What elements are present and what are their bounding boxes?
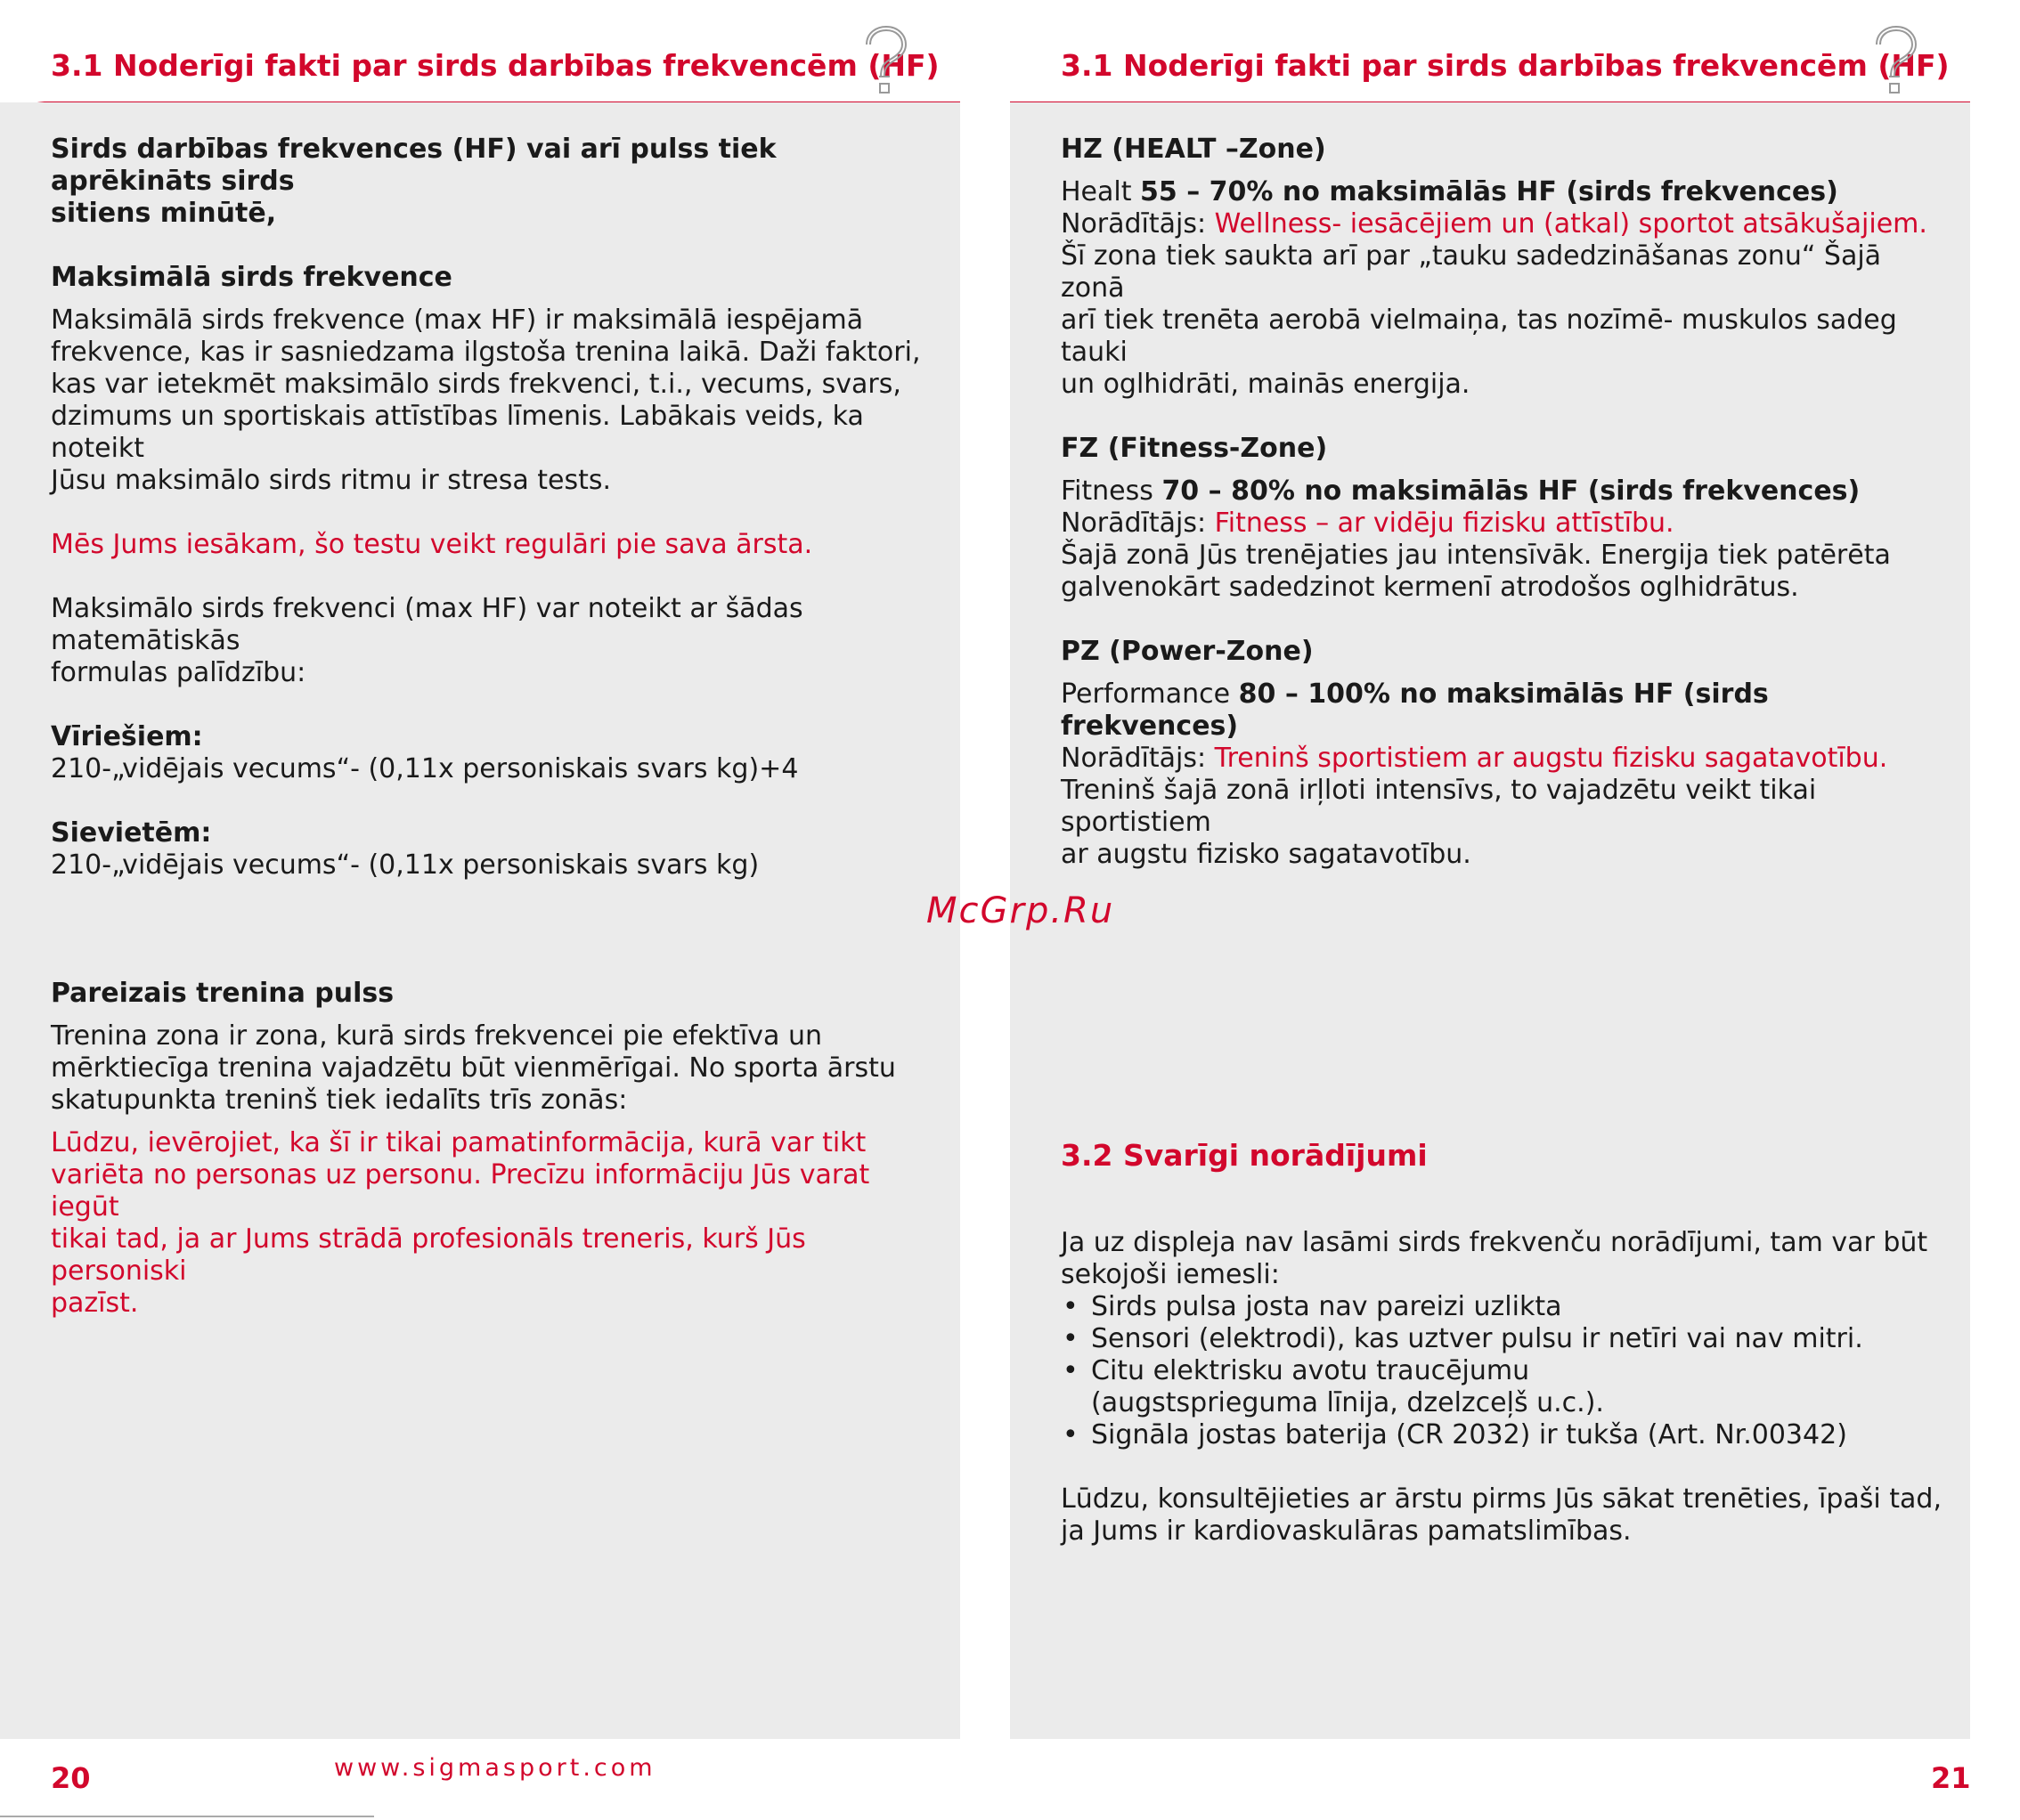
page-number: 20: [51, 1761, 91, 1795]
max-hr-text: Maksimālā sirds frekvence (max HF) ir maksimālā iespējamā: [51, 305, 864, 336]
max-hr-text: frekvence, kas ir sasniedzama ilgstoša trenina laikā. Daži faktori,: [51, 337, 921, 368]
intro-text-cont: sitiens minūtē,: [51, 198, 277, 229]
max-hr-text: dzimums un sportiskais attīstības līmenis. Labākais veids, ka noteikt: [51, 401, 864, 464]
note-text: variēta no personas uz personu. Precīzu informāciju Jūs varat iegūt: [51, 1159, 870, 1223]
formula-intro: formulas palīdzību:: [51, 657, 306, 688]
fz-range: Fitness 70 – 80% no maksimālās HF (sirds frekvences): [1061, 475, 1861, 507]
fz-heading: FZ (Fitness-Zone): [1061, 433, 1328, 464]
hz-description: Šī zona tiek saukta arī par „tauku sadedzināšanas zonu“ Šajā zonā: [1061, 240, 1882, 304]
hz-heading: HZ (HEALT –Zone): [1061, 134, 1326, 165]
section-3-2-title: 3.2 Svarīgi norādījumi: [1061, 1138, 1428, 1173]
page-title: 3.1 Noderīgi fakti par sirds darbības frekvencēm (HF): [1061, 48, 1950, 83]
max-hr-text: kas var ietekmēt maksimālo sirds frekvenci, t.i., vecums, svars,: [51, 369, 901, 400]
list-item: • Citu elektrisku avotu traucējumu (augstsprieguma līnija, dzelzceļš u.c.).: [1061, 1355, 1943, 1419]
training-pulse-heading: Pareizais trenina pulss: [51, 978, 395, 1009]
right-page: [1010, 0, 2020, 1820]
training-pulse-text: skatupunkta treninš tiek iedalīts trīs zonās:: [51, 1085, 628, 1116]
list-item: • Sirds pulsa josta nav pareizi uzlikta: [1061, 1291, 1943, 1323]
page-title: 3.1 Noderīgi fakti par sirds darbības frekvencēm (HF): [51, 48, 940, 83]
pz-indicator: Norādītājs: Treninš sportistiem ar augstu fizisku sagatavotību.: [1061, 743, 1888, 774]
intro-text: Sirds darbības frekvences (HF) vai arī pulss tiek aprēkināts sirds: [51, 134, 777, 197]
note-text: Lūdzu, ievērojiet, ka šī ir tikai pamatinformācija, kurā var tikt: [51, 1127, 867, 1158]
formula-intro: Maksimālo sirds frekvenci (max HF) var noteikt ar šādas matemātiskās: [51, 593, 803, 656]
page-number: 21: [1931, 1761, 1971, 1795]
hz-description: arī tiek trenēta aerobā vielmaiņa, tas nozīmē- muskulos sadeg tauki: [1061, 305, 1897, 368]
hz-range: Healt 55 – 70% no maksimālās HF (sirds frekvences): [1061, 176, 1838, 207]
note-text: tikai tad, ja ar Jums strādā profesionāls treneris, kurš Jūs personiski: [51, 1223, 806, 1287]
reasons-list: [1061, 1291, 1943, 1451]
list-item: • Signāla jostas baterija (CR 2032) ir tukša (Art. Nr.00342): [1061, 1419, 1943, 1451]
left-content: [51, 134, 933, 1320]
training-pulse-text: Trenina zona ir zona, kurā sirds frekvencei pie efektīva un: [51, 1020, 822, 1052]
max-hr-text: Jūsu maksimālo sirds ritmu ir stresa tests.: [51, 465, 612, 496]
right-content: [1061, 134, 1943, 871]
men-label: Vīriešiem:: [51, 721, 203, 752]
fz-indicator: Norādītājs: Fitness – ar vidēju fizisku attīstību.: [1061, 508, 1674, 539]
s32-intro: sekojoši iemesli:: [1061, 1259, 1280, 1290]
recommendation-text: Mēs Jums iesākam, šo testu veikt regulāri pie sava ārsta.: [51, 529, 813, 560]
max-hr-heading: Maksimālā sirds frekvence: [51, 262, 452, 293]
watermark: McGrp.Ru: [926, 890, 1115, 931]
pz-range: Performance 80 – 100% no maksimālās HF (sirds frekvences): [1061, 678, 1769, 742]
pz-description: ar augstu fizisko sagatavotību.: [1061, 839, 1471, 870]
list-item: • Sensori (elektrodi), kas uztver pulsu ir netīri vai nav mitri.: [1061, 1323, 1943, 1355]
pz-description: Treninš šajā zonā irļloti intensīvs, to vajadzētu veikt tikai sportistiem: [1061, 775, 1817, 838]
hz-description: un oglhidrāti, mainās energija.: [1061, 369, 1470, 400]
training-pulse-text: mērktiecīga trenina vajadzētu būt vienmērīgai. No sporta ārstu: [51, 1052, 896, 1084]
s32-outro: Lūdzu, konsultējieties ar ārstu pirms Jūs sākat trenēties, īpaši tad,: [1061, 1483, 1942, 1515]
pz-heading: PZ (Power-Zone): [1061, 636, 1314, 667]
question-mark-icon: [1869, 25, 1919, 100]
women-label: Sievietēm:: [51, 817, 212, 849]
hz-indicator: Norādītājs: Wellness- iesācējiem un (atkal) sportot atsākušajiem.: [1061, 208, 1927, 240]
question-mark-icon: [859, 25, 909, 100]
fz-description: galvenokārt sadedzinot kermenī atrodošos oglhidrātus.: [1061, 572, 1799, 603]
footer-url[interactable]: www.sigmasport.com: [334, 1754, 656, 1782]
section-3-2-content: [1061, 1227, 1943, 1548]
women-formula: 210-„vidējais vecums“- (0,11x personiskais svars kg): [51, 849, 760, 881]
men-formula: 210-„vidējais vecums“- (0,11x personiskais svars kg)+4: [51, 753, 799, 784]
s32-outro: ja Jums ir kardiovaskulāras pamatslimības.: [1061, 1515, 1632, 1547]
fz-description: Šajā zonā Jūs trenējaties jau intensīvāk. Energija tiek patērēta: [1061, 540, 1891, 571]
note-text: pazīst.: [51, 1288, 139, 1319]
s32-intro: Ja uz displeja nav lasāmi sirds frekvenču norādījumi, tam var būt: [1061, 1227, 1928, 1258]
